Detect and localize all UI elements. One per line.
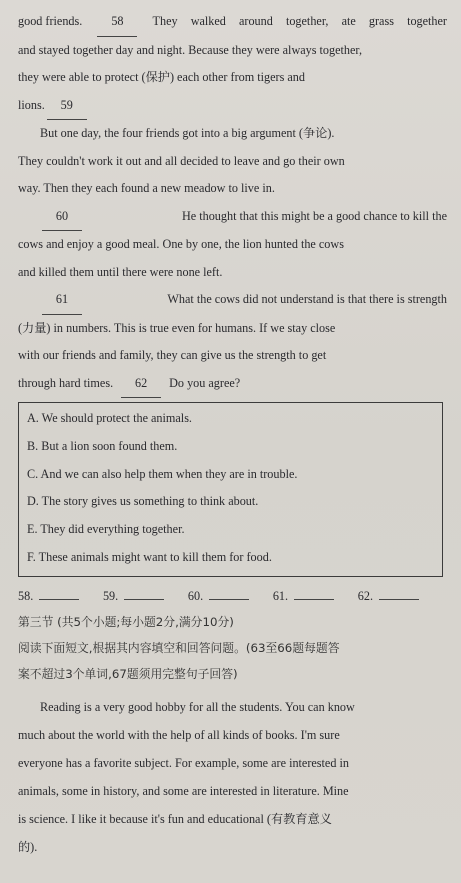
- answer-field-59[interactable]: [124, 599, 164, 600]
- answer-label-62: 62.: [357, 588, 373, 603]
- text-line: is science. I like it because it's fun and educational (有教育意义: [18, 811, 332, 826]
- option-a: A. We should protect the animals.: [27, 411, 192, 425]
- answer-row: [18, 583, 447, 609]
- instruction-line: 案不超过3个单词,67题须用完整句子回答): [18, 666, 238, 681]
- text-line: Reading is a very good hobby for all the students. You can know: [40, 699, 355, 714]
- text-line: They couldn't work it out and all decided to leave and go their own: [18, 153, 345, 168]
- paragraph-3: [18, 203, 447, 287]
- answer-field-62[interactable]: [379, 599, 419, 600]
- paragraph-2: [18, 120, 447, 203]
- text-line: with our friends and family, they can give us the strength to get: [18, 348, 327, 362]
- blank-62[interactable]: 62: [121, 370, 161, 399]
- reading-passage: [18, 693, 447, 861]
- option-c: C. And we can also help them when they are in trouble.: [27, 466, 298, 481]
- option-f: F. These animals might want to kill them for food.: [27, 549, 272, 564]
- text-line: 的).: [18, 839, 38, 854]
- answer-label-60: 60.: [187, 588, 204, 603]
- text-line: lions. 59: [18, 92, 447, 121]
- instruction-line: 阅读下面短文,根据其内容填空和回答问题。(63至66题每题答: [18, 640, 340, 655]
- answer-field-60[interactable]: [209, 599, 249, 600]
- text-line: animals, some in history, and some are interested in literature. Mine: [18, 783, 349, 798]
- text-line: (力量) in numbers. This is true even for humans. If we stay close: [18, 320, 336, 335]
- text-line: and killed them until there were none left.: [18, 264, 223, 279]
- answer-field-61[interactable]: [294, 599, 334, 600]
- text-line: cows and enjoy a good meal. One by one, the lion hunted the cows: [18, 237, 344, 251]
- text-line: But one day, the four friends got into a big argument (争论).: [40, 126, 335, 140]
- text-line: good friends. 58 They walked around together, ate grass together: [18, 8, 447, 37]
- text-line: way. Then they each found a new meadow to live in.: [18, 181, 275, 195]
- text-line: 61 What the cows did not understand is that there is strength: [18, 286, 447, 315]
- options-box: [18, 402, 443, 577]
- text-line: everyone has a favorite subject. For example, some are interested in: [18, 755, 349, 770]
- option-b: B. But a lion soon found them.: [27, 438, 178, 453]
- section-3-header: [18, 609, 447, 687]
- answer-label-61: 61.: [272, 588, 289, 603]
- blank-60[interactable]: 60: [42, 203, 82, 232]
- answer-field-58[interactable]: [39, 599, 79, 600]
- blank-61[interactable]: 61: [42, 286, 82, 315]
- answer-label-59: 59.: [102, 588, 119, 603]
- blank-59[interactable]: 59: [47, 92, 87, 121]
- option-e: E. They did everything together.: [27, 522, 185, 537]
- option-d: D. The story gives us something to think about.: [27, 494, 259, 509]
- text-line: much about the world with the help of all kinds of books. I'm sure: [18, 727, 340, 742]
- blank-58[interactable]: 58: [97, 8, 137, 37]
- text-line: 60 He thought that this might be a good chance to kill the: [18, 203, 447, 232]
- text-line: through hard times. 62 Do you agree?: [18, 370, 447, 399]
- text-line: and stayed together day and night. Because they were always together,: [18, 42, 363, 57]
- passage-top: [18, 8, 447, 120]
- paragraph-4: [18, 286, 447, 398]
- answer-label-58: 58.: [18, 588, 34, 603]
- section-title: 第三节 (共5个小题;每小题2分,满分10分): [18, 614, 234, 629]
- text-line: they were able to protect (保护) each other from tigers and: [18, 70, 305, 84]
